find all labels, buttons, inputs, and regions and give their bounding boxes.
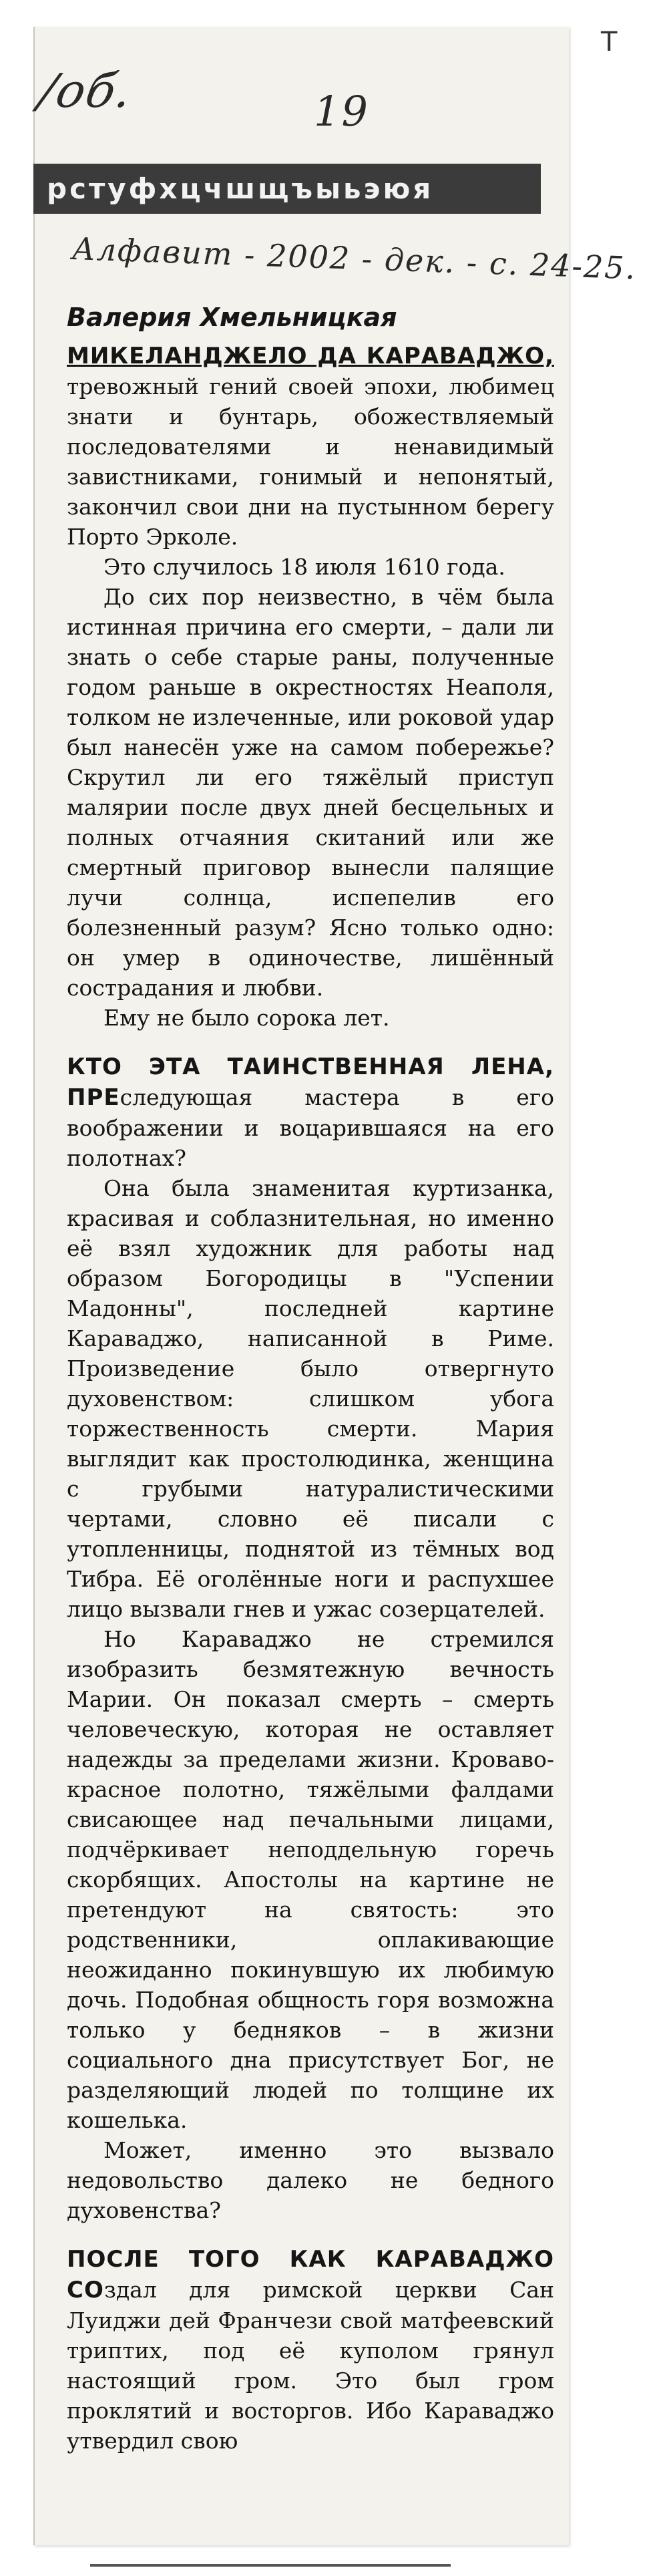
- lead-in-heading-2: КТО ЭТА ТАИНСТВЕННАЯ ЛЕНА, ПРЕ: [67, 1054, 554, 1111]
- handwritten-page: 19: [314, 87, 369, 136]
- paragraph-3: До сих пор неизвестно, в чём была истинная причина его смерти, – дали ли знать о себе старые раны, полученные годом раньше в окрестностях Неаполя, толком не излеченные, или роковой удар был нанесён уже на самом побережье? Скрутил ли его тяжёлый приступ малярии после двух дней бесцельных и полных отчаяния скитаний или же смертный приговор вынесли палящие лучи солнца, испепелив его болезненный разум? Ясно только одно: он умер в одиночестве, лишённый сострадания и любви.: [67, 584, 554, 1001]
- paragraph-9-text: здал для римской церкви Сан Луиджи дей Франчези свой матфеевский триптих, под её куполом грянул настоящий гром. Это был гром проклятий и восторгов. Ибо Караваджо утвердил свою: [67, 2277, 554, 2454]
- lead-in-heading-1: МИКЕЛАНДЖЕЛО ДА КАРАВАДЖО,: [67, 343, 554, 369]
- paragraph-6: Она была знаменитая куртизанка, красивая и соблазнительная, но именно её взял художник для работы над образом Богородицы в "Успении Мадонны", последней картине Караваджо, написанной в Риме. Произведение было отвергнуто духовенством: слишком убога торжественность смерти. Мария выглядит как простолюдинка, женщина с грубыми натуралистическими чертами, словно её писали с утопленницы, поднятой из тёмных вод Тибра. Её оголённые ноги и распухшее лицо вызвали гнев и ужас созерцателей.: [67, 1175, 554, 1622]
- handwritten-source-note: Алфавит - 2002 - дек. - с. 24-25.: [71, 230, 638, 287]
- paragraph-4: Ему не было сорока лет.: [103, 1005, 390, 1031]
- paragraph-5: [67, 1052, 554, 1173]
- article-column: [67, 301, 554, 2456]
- paragraph-8: Может, именно это вызвало недовольство далеко не бедного духовенства?: [67, 2137, 554, 2223]
- paragraph-5-text: следующая мастера в его воображении и воцарившаяся на его полотнах?: [67, 1084, 554, 1171]
- article-author: Валерия Хмельницкая: [67, 303, 397, 332]
- paragraph-2: Это случилось 18 июля 1610 года.: [103, 554, 505, 580]
- bottom-rule: [90, 2564, 451, 2567]
- lead-in-heading-3: ПОСЛЕ ТОГО КАК КАРАВАДЖО СО: [67, 2246, 554, 2303]
- paragraph-1-text: тревожный гений своей эпохи, любимец знати и бунтарь, обожествляемый последователями и ненавидимый завистниками, гонимый и непонятый, закончил свои дни на пустынном берегу Порто Эрколе.: [67, 373, 554, 550]
- handwritten-number: /об.: [34, 63, 139, 118]
- paragraph-1: [67, 341, 554, 552]
- alphabet-header-band: рстуфхцчшщъыьэюя: [33, 164, 541, 214]
- paragraph-9: [67, 2244, 554, 2456]
- corner-mark: T: [601, 27, 618, 57]
- paragraph-7: Но Караваджо не стремился изобразить безмятежную вечность Марии. Он показал смерть – смерть человеческую, которая не оставляет надежды за пределами жизни. Кроваво-красное полотно, тяжёлыми фалдами свисающее над печальными лицами, подчёркивает неподдельную горечь скорбящих. Апостолы на картине не претендуют на святость: это родственники, оплакивающие неожиданно покинувшую их любимую дочь. Подобная общность горя возможна только у бедняков – в жизни социального дна присутствует Бог, не разделяющий людей по толщине их кошелька.: [67, 1626, 554, 2133]
